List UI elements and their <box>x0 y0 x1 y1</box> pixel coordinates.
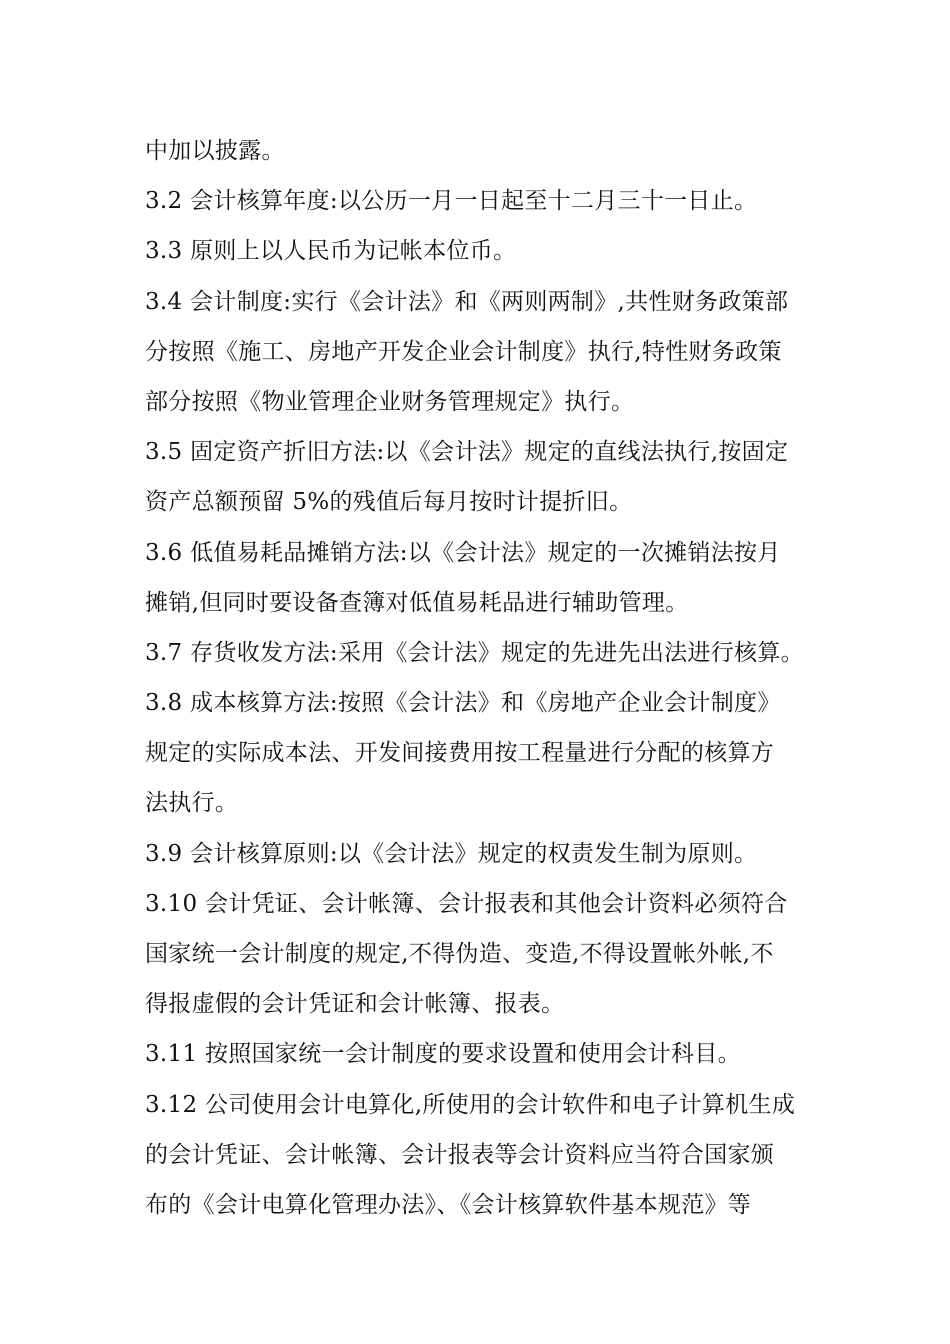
text-line: 部分按照《物业管理企业财务管理规定》执行。 <box>145 388 635 415</box>
text-line: 分按照《施工、房地产开发企业会计制度》执行,特性财务政策 <box>145 338 782 365</box>
text-line: 3.11 按照国家统一会计制度的要求设置和使用会计科目。 <box>145 1041 741 1068</box>
text-line: 3.5 固定资产折旧方法:以《会计法》规定的直线法执行,按固定 <box>145 439 789 466</box>
document-body <box>145 126 810 1230</box>
text-line: 规定的实际成本法、开发间接费用按工程量进行分配的核算方 <box>145 740 775 767</box>
text-line: 国家统一会计制度的规定,不得伪造、变造,不得设置帐外帐,不 <box>145 941 774 967</box>
text-line: 资产总额预留 5%的残值后每月按时计提折旧。 <box>145 489 633 516</box>
text-line: 3.9 会计核算原则:以《会计法》规定的权责发生制为原则。 <box>145 840 758 867</box>
text-line: 3.12 公司使用会计电算化,所使用的会计软件和电子计算机生成 <box>145 1091 796 1118</box>
text-line: 3.7 存货收发方法:采用《会计法》规定的先进先出法进行核算。 <box>145 639 804 666</box>
text-line: 3.4 会计制度:实行《会计法》和《两则两制》,共性财务政策部 <box>145 288 789 315</box>
text-line: 3.6 低值易耗品摊销方法:以《会计法》规定的一次摊销法按月 <box>145 539 781 566</box>
text-line: 摊销,但同时要设备查簿对低值易耗品进行辅助管理。 <box>145 589 689 616</box>
text-line: 的会计凭证、会计帐簿、会计报表等会计资料应当符合国家颁 <box>145 1141 775 1168</box>
text-line: 法执行。 <box>145 790 239 817</box>
text-line: 3.8 成本核算方法:按照《会计法》和《房地产企业会计制度》 <box>145 690 781 717</box>
text-line: 3.3 原则上以人民币为记帐本位币。 <box>145 238 517 265</box>
text-line: 布的《会计电算化管理办法》、《会计核算软件基本规范》等 <box>145 1191 752 1218</box>
text-line: 3.2 会计核算年度:以公历一月一日起至十二月三十一日止。 <box>145 188 758 215</box>
text-line: 得报虚假的会计凭证和会计帐簿、报表。 <box>145 991 565 1018</box>
text-line: 中加以披露。 <box>145 138 285 164</box>
text-line: 3.10 会计凭证、会计帐簿、会计报表和其他会计资料必须符合 <box>145 890 788 917</box>
